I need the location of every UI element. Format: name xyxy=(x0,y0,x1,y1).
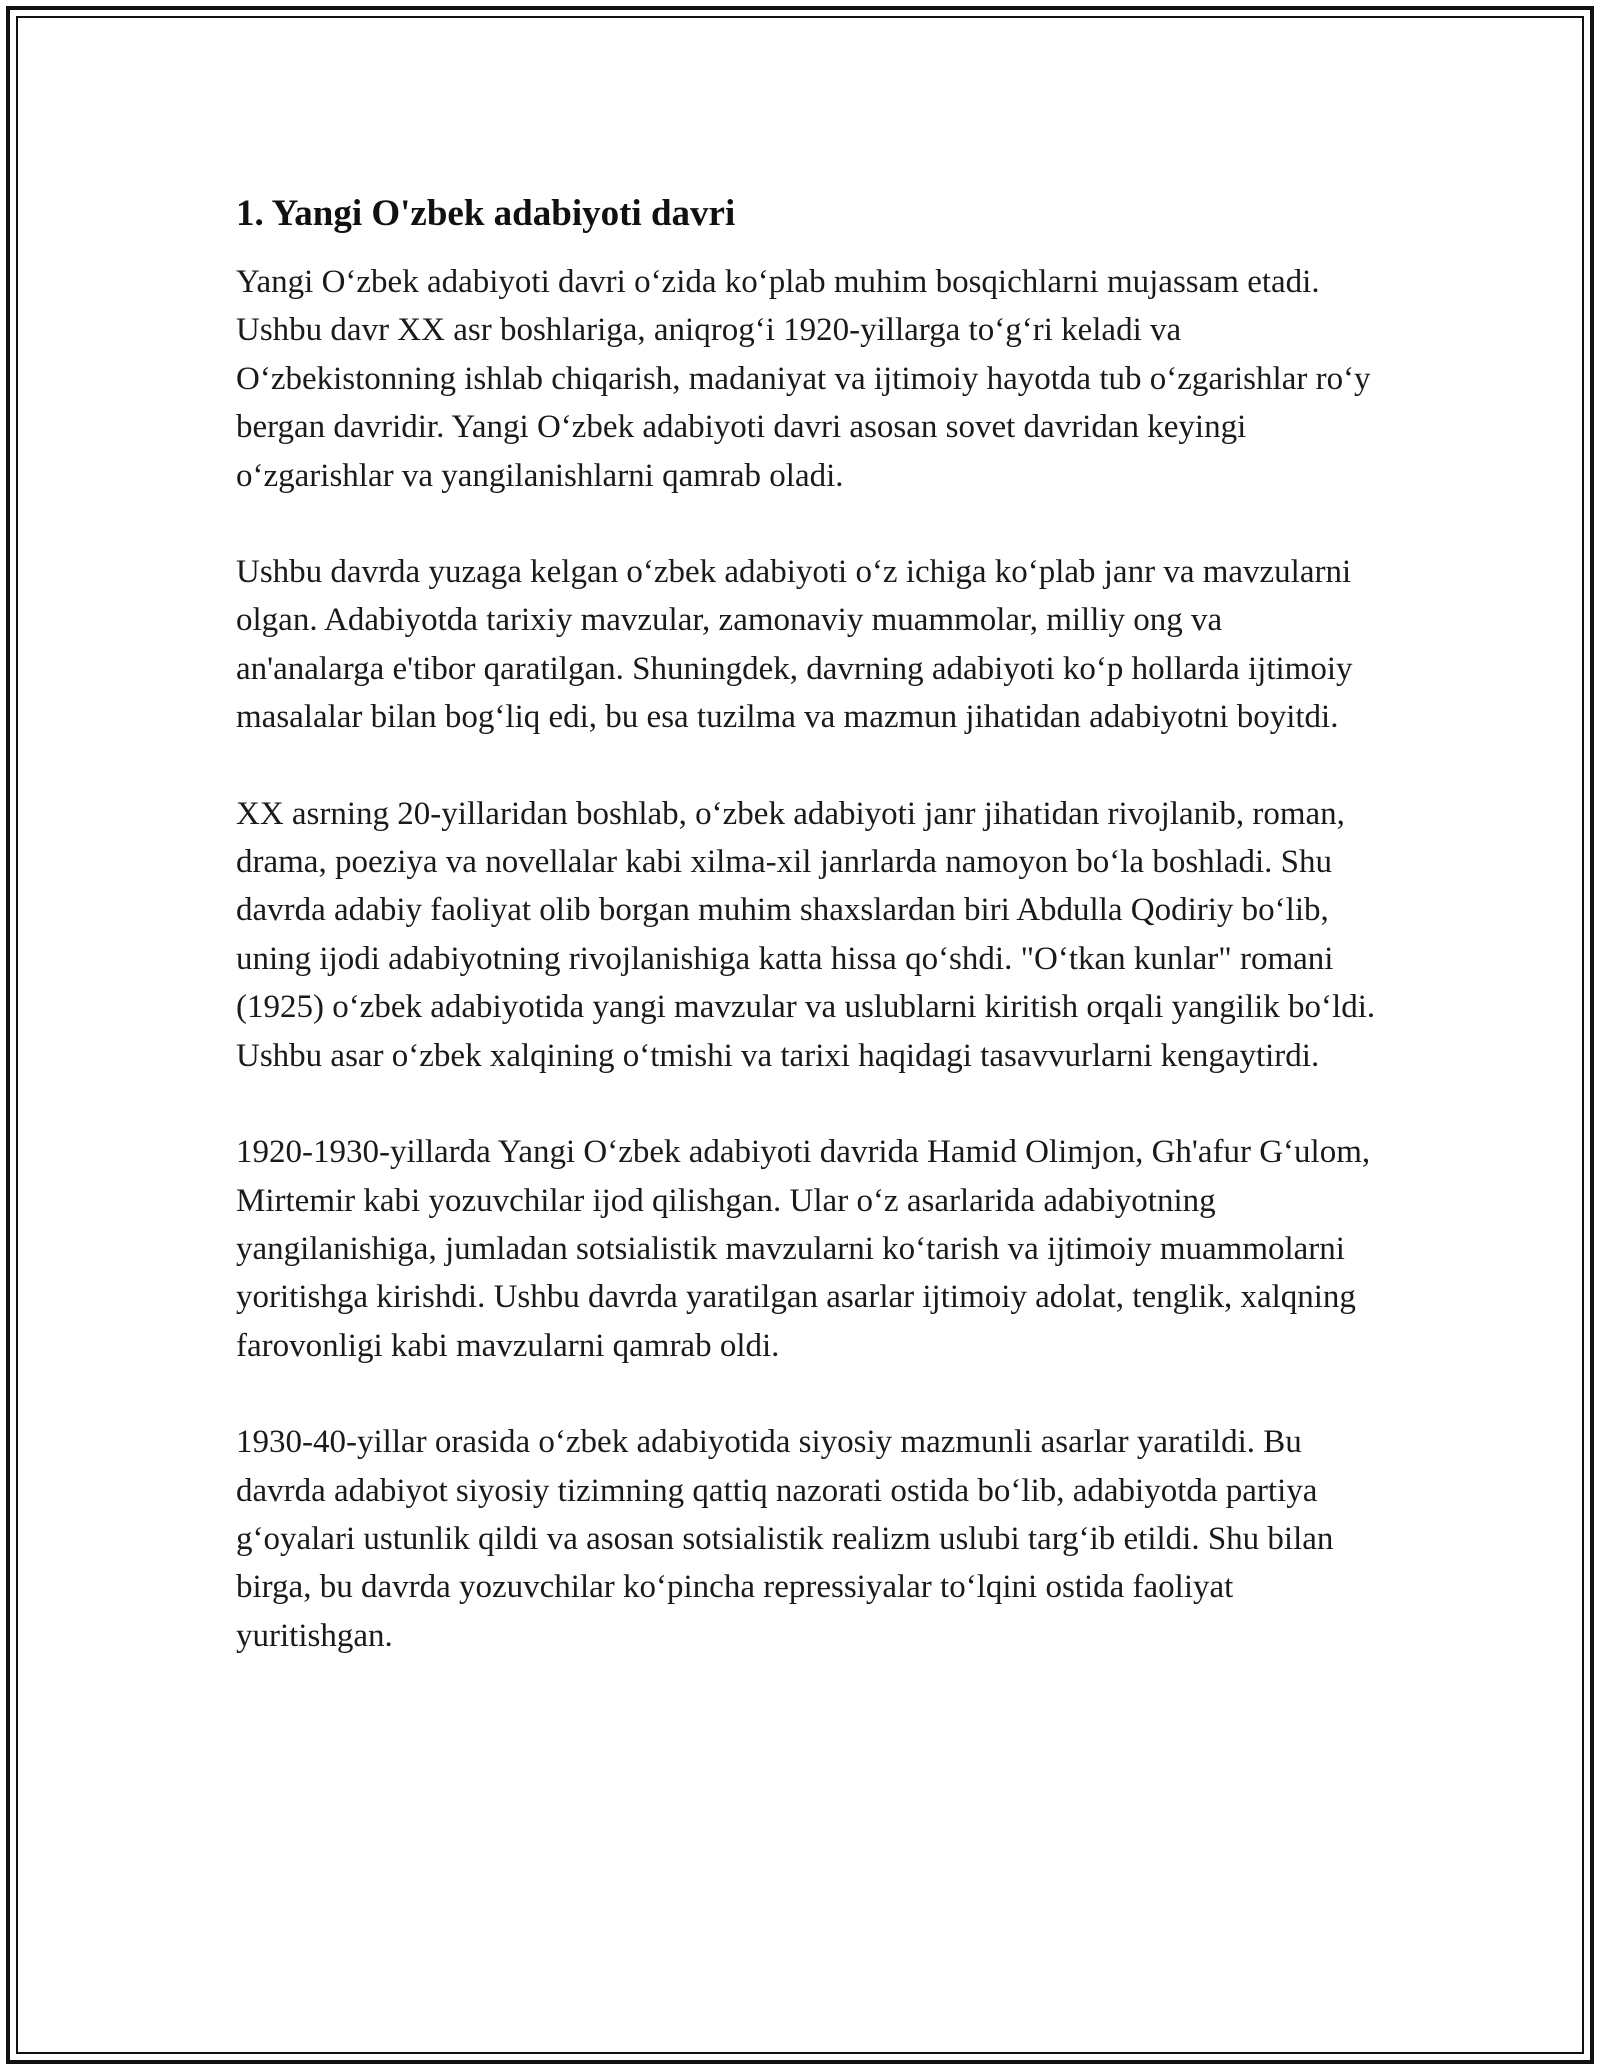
paragraph-3: XX asrning 20-yillaridan boshlab, o‘zbek adabiyoti janr jihatidan rivojlanib, roman, drama, poeziya va novellalar kabi xilma-xil janrlarda namoyon bo‘la boshladi. Shu davrda adabiy faoliyat olib borgan muhim shaxslardan biri Abdulla Qodiriy bo‘lib, uning ijodi adabiyotning rivojlanishiga katta hissa qo‘shdi. "O‘tkan kunlar" romani (1925) o‘zbek adabiyotida yangi mavzular va uslublarni kiritish orqali yangilik bo‘ldi. Ushbu asar o‘zbek xalqining o‘tmishi va tarixi haqidagi tasavvurlarni kengaytirdi. xyxy=(236,795,1376,1074)
paragraph-4: 1920-1930-yillarda Yangi O‘zbek adabiyoti davrida Hamid Olimjon, Gh'afur G‘ulom, Mirtemir kabi yozuvchilar ijod qilishgan. Ular o‘z asarlarida adabiyotning yangilanishiga, jumladan sotsialistik mavzularni ko‘tarish va ijtimoiy muammolarni yoritishga kirishdi. Ushbu davrda yaratilgan asarlar ijtimoiy adolat, tenglik, xalqning farovonligi kabi mavzularni qamrab oldi. xyxy=(236,1134,1371,1364)
paragraph-1: Yangi O‘zbek adabiyoti davri o‘zida ko‘plab muhim bosqichlarni mujassam etadi. Ushbu davr XX asr boshlariga, aniqrog‘i 1920-yillarga to‘g‘ri keladi va O‘zbekistonning ishlab chiqarish, madaniyat va ijtimoiy hayotda tub o‘zgarishlar ro‘y bergan davridir. Yangi O‘zbek adabiyoti davri asosan sovet davridan keyingi o‘zgarishlar va yangilanishlarni qamrab oladi. xyxy=(236,264,1371,494)
document-body xyxy=(236,186,1376,1708)
paragraph-5: 1930-40-yillar orasida o‘zbek adabiyotida siyosiy mazmunli asarlar yaratildi. Bu davrda adabiyot siyosiy tizimning qattiq nazorati ostida bo‘lib, adabiyotda partiya g‘oyalari ustunlik qildi va asosan sotsialistik realizm uslubi targ‘ib etildi. Shu bilan birga, bu davrda yozuvchilar ko‘pincha repressiyalar to‘lqini ostida faoliyat yuritishgan. xyxy=(236,1424,1334,1654)
paragraph-2: Ushbu davrda yuzaga kelgan o‘zbek adabiyoti o‘z ichiga ko‘plab janr va mavzularni olgan. Adabiyotda tarixiy mavzular, zamonaviy muammolar, milliy ong va an'analarga e'tibor qaratilgan. Shuningdek, davrning adabiyoti ko‘p hollarda ijtimoiy masalalar bilan bog‘liq edi, bu esa tuzilma va mazmun jihatidan adabiyotni boyitdi. xyxy=(236,554,1353,736)
section-heading: 1. Yangi O'zbek adabiyoti davri xyxy=(236,193,736,234)
